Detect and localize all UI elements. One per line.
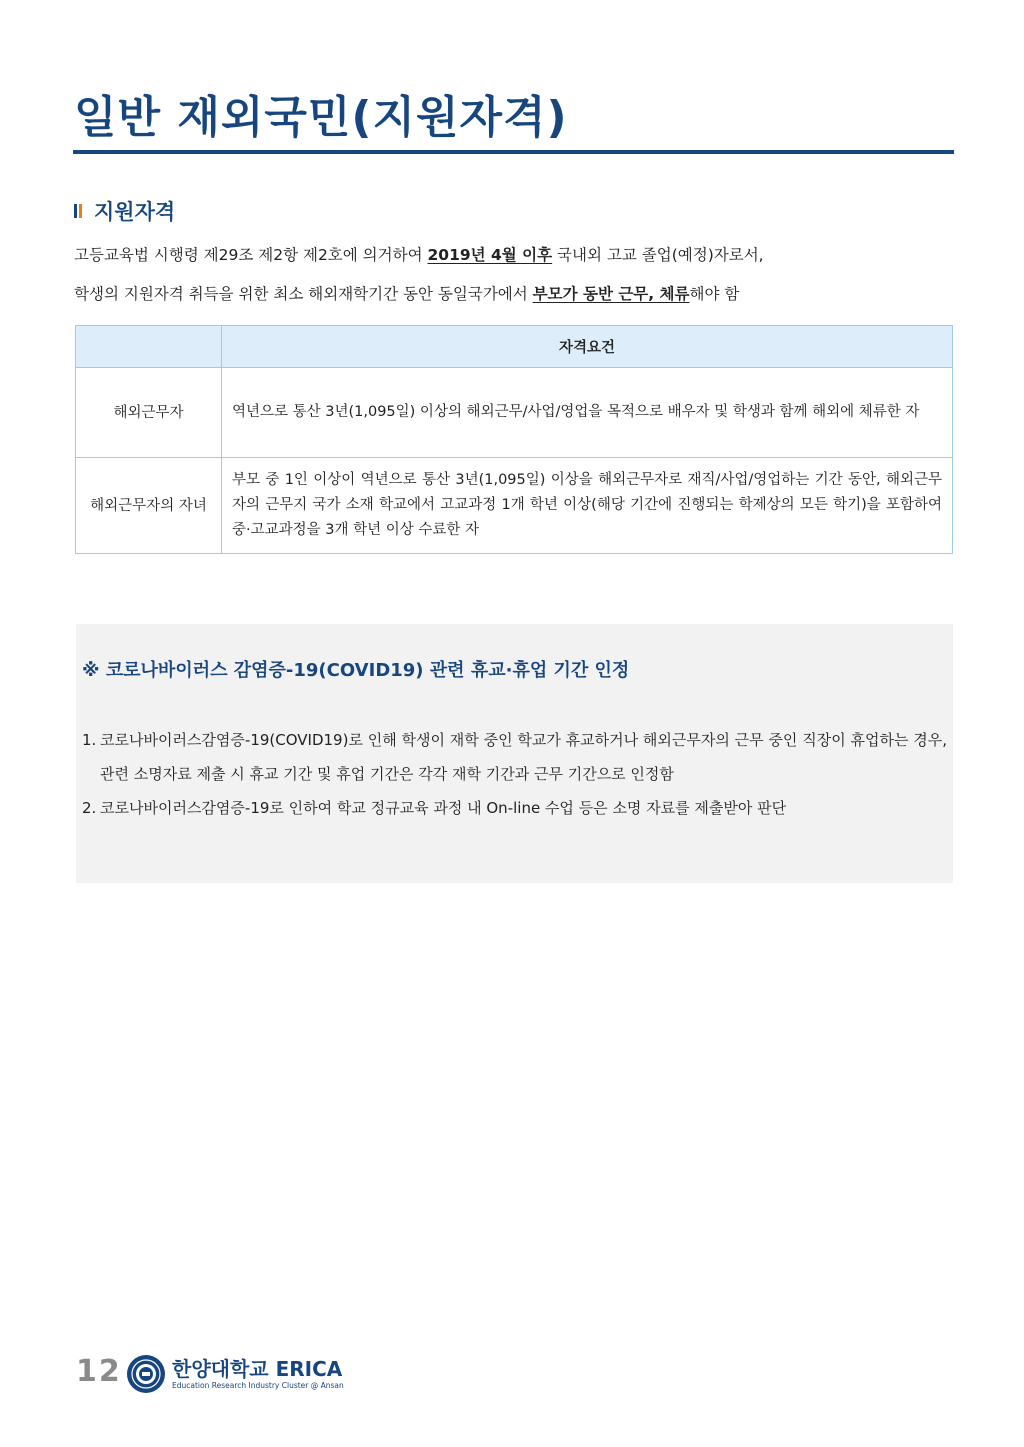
intro-text: 고등교육법 시행령 제29조 제2항 제2호에 의거하여 — [74, 246, 428, 264]
row-description: 부모 중 1인 이상이 역년으로 통산 3년(1,095일) 이상을 해외근무자로 재직/사업/영업하는 기간 동안, 해외근무자의 근무지 국가 소재 학교에서 고교과정 1개 학년 이상(해당 기간에 진행되는 학제상의 모든 학기)을 포함하여 중·고교과정을 3개 학년 이상 수료한 자 — [222, 458, 953, 554]
intro-emphasis: 부모가 동반 근무, 체류 — [532, 285, 690, 303]
list-item — [82, 791, 947, 825]
list-item-number: 1. — [82, 731, 97, 749]
logo-subtitle: Education Research Industry Cluster @ Ansan — [172, 1381, 344, 1390]
intro-line-2 — [74, 283, 952, 305]
table-row — [76, 458, 953, 554]
row-label: 해외근무자의 자녀 — [76, 458, 222, 554]
table-header-requirements: 자격요건 — [222, 326, 953, 368]
table-row — [76, 368, 953, 458]
university-seal-icon — [126, 1354, 166, 1394]
row-label: 해외근무자 — [76, 368, 222, 458]
title-divider — [73, 150, 954, 154]
section-title: 지원자격 — [94, 200, 176, 224]
intro-text: 해야 함 — [689, 285, 740, 303]
covid-notice-box — [76, 624, 953, 883]
intro-text: 국내외 고교 졸업(예정)자로서, — [552, 246, 764, 264]
requirements-table — [75, 325, 953, 554]
intro-text: 학생의 지원자격 취득을 위한 최소 해외재학기간 동안 동일국가에서 — [74, 285, 533, 303]
list-item — [82, 723, 947, 791]
covid-notice-list — [82, 723, 947, 825]
list-item-text: 코로나바이러스감염증-19로 인하여 학교 정규교육 과정 내 On-line 수업 등은 소명 자료를 제출받아 판단 — [100, 799, 787, 817]
covid-notice-title: ※ 코로나바이러스 감염증-19(COVID19) 관련 휴교·휴업 기간 인정 — [82, 660, 630, 681]
page-title: 일반 재외국민(지원자격) — [74, 92, 568, 143]
table-header-row — [76, 326, 953, 368]
intro-emphasis: 2019년 4월 이후 — [427, 246, 553, 264]
list-item-text: 코로나바이러스감염증-19(COVID19)로 인해 학생이 재학 중인 학교가 휴교하거나 해외근무자의 근무 중인 직장이 휴업하는 경우, 관련 소명자료 제출 시 휴교 기간 및 휴업 기간은 각각 재학 기간과 근무 기간으로 인정함 — [100, 731, 947, 783]
logo-name: 한양대학교 ERICA — [172, 1357, 343, 1381]
section-marker-icon — [74, 204, 82, 218]
intro-line-1 — [74, 244, 952, 266]
university-logo — [126, 1354, 344, 1394]
page-number: 12 — [76, 1354, 122, 1389]
table-header-empty — [76, 326, 222, 368]
list-item-number: 2. — [82, 799, 97, 817]
section-heading — [74, 196, 175, 226]
row-description: 역년으로 통산 3년(1,095일) 이상의 해외근무/사업/영업을 목적으로 배우자 및 학생과 함께 해외에 체류한 자 — [222, 368, 953, 458]
